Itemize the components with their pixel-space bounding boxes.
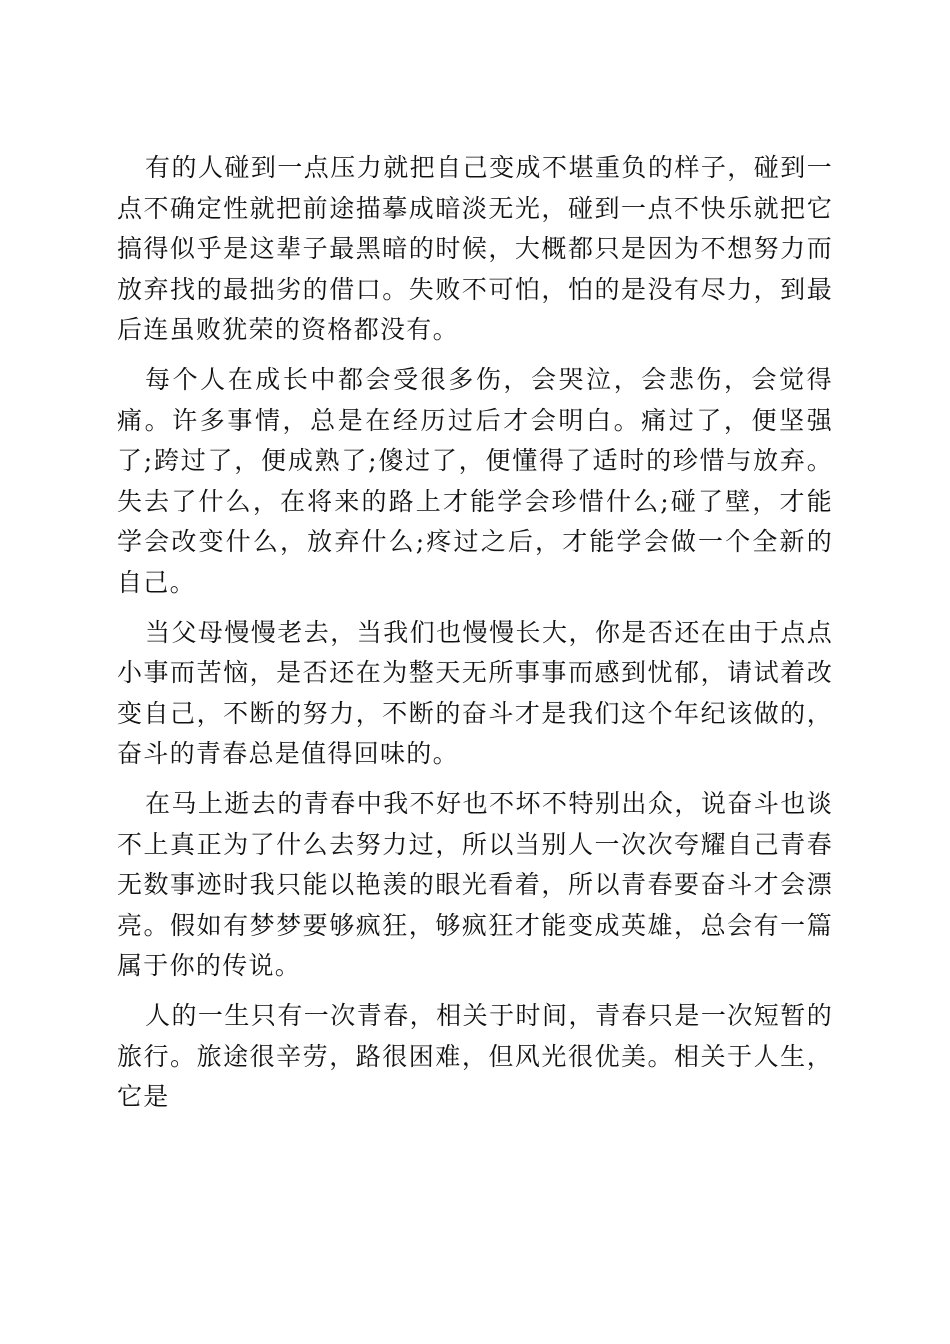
paragraph-3: 当父母慢慢老去，当我们也慢慢长大，你是否还在由于点点小事而苦恼，是否还在为整天无所事事而感到忧郁，请试着改变自己，不断的努力，不断的奋斗才是我们这个年纪该做的，奋斗的青春总是值得回味的。 [117, 617, 833, 768]
paragraph-5: 人的一生只有一次青春，相关于时间，青春只是一次短暂的旅行。旅途很辛劳，路很困难，但风光很优美。相关于人生，它是 [117, 1001, 833, 1111]
paragraph-1: 有的人碰到一点压力就把自己变成不堪重负的样子，碰到一点不确定性就把前途描摹成暗淡无光，碰到一点不快乐就把它搞得似乎是这辈子最黑暗的时候，大概都只是因为不想努力而放弃找的最拙劣的借口。失败不可怕，怕的是没有尽力，到最后连虽败犹荣的资格都没有。 [117, 153, 833, 344]
document-body [117, 148, 833, 1127]
paragraph-4: 在马上逝去的青春中我不好也不坏不特别出众，说奋斗也谈不上真正为了什么去努力过，所以当别人一次次夸耀自己青春无数事迹时我只能以艳羡的眼光看着，所以青春要奋斗才会漂亮。假如有梦梦要够疯狂，够疯狂才能变成英雄，总会有一篇属于你的传说。 [117, 789, 833, 980]
paragraph-2: 每个人在成长中都会受很多伤，会哭泣，会悲伤，会觉得痛。许多事情，总是在经历过后才会明白。痛过了，便坚强了;跨过了，便成熟了;傻过了，便懂得了适时的珍惜与放弃。失去了什么，在将来的路上才能学会珍惜什么;碰了壁，才能学会改变什么，放弃什么;疼过之后，才能学会做一个全新的自己。 [117, 365, 833, 597]
